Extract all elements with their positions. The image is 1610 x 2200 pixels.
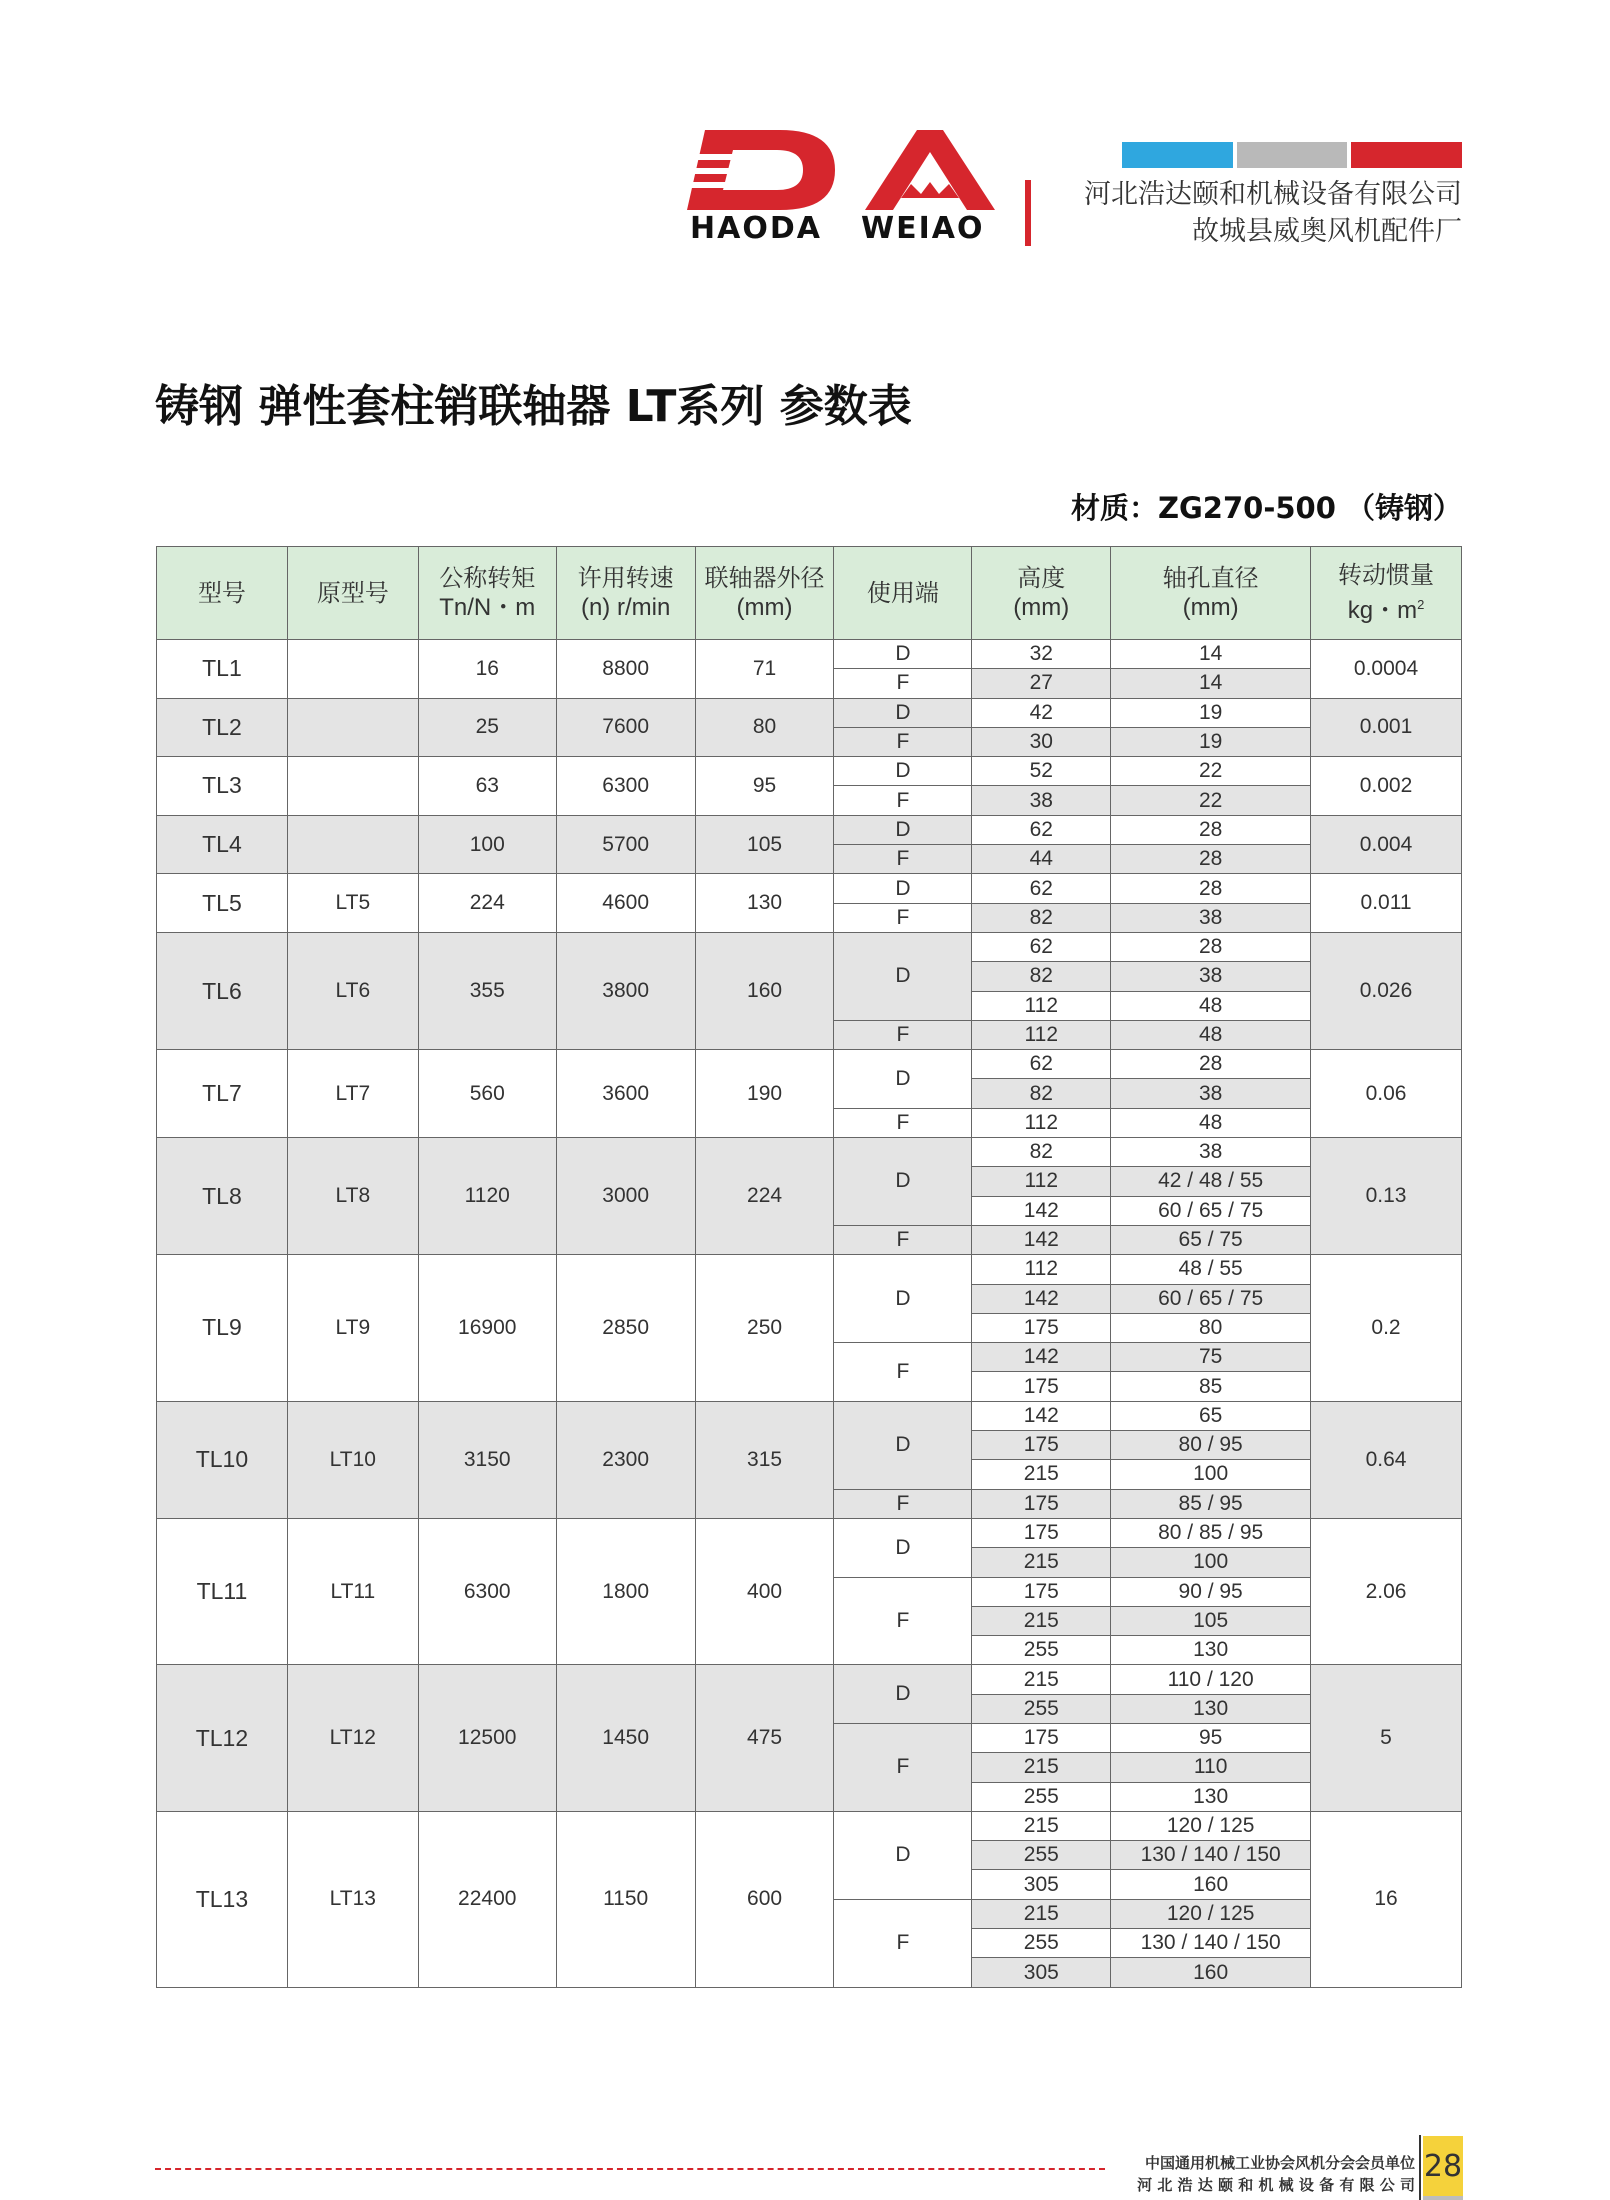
cell-height: 82 (972, 903, 1111, 932)
cell-inertia: 0.06 (1311, 1050, 1462, 1138)
cell-torque: 16900 (418, 1255, 556, 1401)
header-old-model: 原型号 (287, 547, 418, 640)
cell-height: 112 (972, 1020, 1111, 1049)
header-speed: 许用转速 (n) r/min (556, 547, 695, 640)
cell-model: TL8 (157, 1138, 288, 1255)
cell-speed: 3000 (556, 1138, 695, 1255)
cell-bore: 80 (1111, 1313, 1311, 1342)
cell-inertia: 0.002 (1311, 757, 1462, 816)
cell-bore: 60 / 65 / 75 (1111, 1284, 1311, 1313)
header-inertia: 转动惯量 kg・$m^2$ (1311, 547, 1462, 640)
cell-end: F (834, 1225, 972, 1254)
cell-bore: 22 (1111, 757, 1311, 786)
cell-torque: 560 (418, 1050, 556, 1138)
cell-model: TL5 (157, 874, 288, 933)
cell-outer-diameter: 475 (695, 1665, 834, 1811)
cell-bore: 14 (1111, 640, 1311, 669)
cell-height: 175 (972, 1518, 1111, 1547)
cell-bore: 28 (1111, 815, 1311, 844)
cell-old-model: LT12 (287, 1665, 418, 1811)
table-row (157, 640, 1462, 669)
cell-outer-diameter: 224 (695, 1138, 834, 1255)
cell-height: 255 (972, 1841, 1111, 1870)
cell-bore: 120 / 125 (1111, 1811, 1311, 1840)
table-row (157, 1811, 1462, 1840)
cell-inertia: 0.13 (1311, 1138, 1462, 1255)
cell-height: 215 (972, 1606, 1111, 1635)
cell-bore: 130 / 140 / 150 (1111, 1841, 1311, 1870)
cell-torque: 3150 (418, 1401, 556, 1518)
cell-bore: 60 / 65 / 75 (1111, 1196, 1311, 1225)
cell-height: 215 (972, 1460, 1111, 1489)
cell-height: 215 (972, 1811, 1111, 1840)
table-row (157, 1665, 1462, 1694)
cell-model: TL6 (157, 932, 288, 1049)
cell-outer-diameter: 400 (695, 1518, 834, 1664)
cell-bore: 85 / 95 (1111, 1489, 1311, 1518)
cell-old-model: LT10 (287, 1401, 418, 1518)
footer-line-1: 中国通用机械工业协会风机分会会员单位 (1144, 2154, 1415, 2172)
cell-end: F (834, 1108, 972, 1137)
cell-outer-diameter: 95 (695, 757, 834, 816)
cell-height: 112 (972, 1108, 1111, 1137)
cell-bore: 85 (1111, 1372, 1311, 1401)
cell-speed: 8800 (556, 640, 695, 699)
cell-bore: 38 (1111, 1079, 1311, 1108)
cell-old-model: LT5 (287, 874, 418, 933)
cell-height: 255 (972, 1636, 1111, 1665)
cell-bore: 38 (1111, 903, 1311, 932)
cell-end: D (834, 698, 972, 727)
cell-inertia: 0.001 (1311, 698, 1462, 757)
cell-bore: 48 (1111, 1020, 1311, 1049)
table-row (157, 757, 1462, 786)
cell-torque: 355 (418, 932, 556, 1049)
header-bore: 轴孔直径 (mm) (1111, 547, 1311, 640)
cell-torque: 224 (418, 874, 556, 933)
cell-model: TL4 (157, 815, 288, 874)
cell-height: 42 (972, 698, 1111, 727)
cell-height: 215 (972, 1665, 1111, 1694)
cell-torque: 63 (418, 757, 556, 816)
header-height: 高度 (mm) (972, 547, 1111, 640)
cell-height: 32 (972, 640, 1111, 669)
cell-bore: 28 (1111, 874, 1311, 903)
cell-end: D (834, 1518, 972, 1577)
cell-inertia: 0.2 (1311, 1255, 1462, 1401)
cell-end: F (834, 1577, 972, 1665)
cell-inertia: 0.0004 (1311, 640, 1462, 699)
material-label: 材质：ZG270-500 （铸钢） (1070, 491, 1462, 525)
table-row (157, 1401, 1462, 1430)
logo-mark-icon (685, 128, 1000, 213)
cell-height: 62 (972, 874, 1111, 903)
cell-model: TL1 (157, 640, 288, 699)
cell-end: D (834, 640, 972, 669)
footer-line-2: 河 北 浩 达 颐 和 机 械 设 备 有 限 公 司 (1137, 2176, 1415, 2194)
cell-outer-diameter: 190 (695, 1050, 834, 1138)
cell-bore: 38 (1111, 1138, 1311, 1167)
cell-end: F (834, 669, 972, 698)
cell-bore: 100 (1111, 1460, 1311, 1489)
cell-bore: 90 / 95 (1111, 1577, 1311, 1606)
table-body (157, 640, 1462, 1988)
cell-outer-diameter: 130 (695, 874, 834, 933)
cell-inertia: 2.06 (1311, 1518, 1462, 1664)
cell-height: 175 (972, 1372, 1111, 1401)
cell-height: 142 (972, 1225, 1111, 1254)
cell-end: F (834, 1489, 972, 1518)
cell-bore: 130 / 140 / 150 (1111, 1929, 1311, 1958)
cell-old-model (287, 815, 418, 874)
company-line-1: 河北浩达颐和机械设备有限公司 (1084, 179, 1462, 210)
cell-outer-diameter: 250 (695, 1255, 834, 1401)
cell-height: 175 (972, 1431, 1111, 1460)
cell-end: F (834, 845, 972, 874)
cell-height: 27 (972, 669, 1111, 698)
cell-height: 82 (972, 1079, 1111, 1108)
cell-torque: 22400 (418, 1811, 556, 1987)
cell-bore: 130 (1111, 1636, 1311, 1665)
cell-speed: 5700 (556, 815, 695, 874)
cell-old-model (287, 757, 418, 816)
footer-text (1137, 2152, 1415, 2196)
cell-end: F (834, 1899, 972, 1987)
cell-old-model: LT9 (287, 1255, 418, 1401)
cell-bore: 19 (1111, 698, 1311, 727)
cell-end: D (834, 757, 972, 786)
cell-end: F (834, 727, 972, 756)
cell-speed: 7600 (556, 698, 695, 757)
cell-end: D (834, 932, 972, 1020)
cell-height: 82 (972, 1138, 1111, 1167)
cell-height: 175 (972, 1723, 1111, 1752)
header-end: 使用端 (834, 547, 972, 640)
company-name (1084, 176, 1462, 250)
cell-speed: 4600 (556, 874, 695, 933)
red-bar (1351, 142, 1462, 168)
cell-bore: 28 (1111, 932, 1311, 961)
cell-inertia: 16 (1311, 1811, 1462, 1987)
cell-model: TL3 (157, 757, 288, 816)
cell-bore: 48 (1111, 991, 1311, 1020)
cell-old-model: LT6 (287, 932, 418, 1049)
cell-model: TL13 (157, 1811, 288, 1987)
cell-bore: 28 (1111, 845, 1311, 874)
footer-divider (1419, 2135, 1421, 2200)
cell-model: TL10 (157, 1401, 288, 1518)
cell-speed: 3800 (556, 932, 695, 1049)
cell-end: D (834, 1255, 972, 1343)
cell-bore: 38 (1111, 962, 1311, 991)
cell-torque: 16 (418, 640, 556, 699)
cell-height: 215 (972, 1753, 1111, 1782)
cell-bore: 160 (1111, 1958, 1311, 1987)
cell-height: 215 (972, 1899, 1111, 1928)
cell-model: TL12 (157, 1665, 288, 1811)
cell-bore: 48 / 55 (1111, 1255, 1311, 1284)
cell-bore: 100 (1111, 1548, 1311, 1577)
page-number: 28 (1423, 2136, 1463, 2196)
cell-bore: 19 (1111, 727, 1311, 756)
cell-bore: 42 / 48 / 55 (1111, 1167, 1311, 1196)
cell-outer-diameter: 80 (695, 698, 834, 757)
cell-height: 38 (972, 786, 1111, 815)
cell-outer-diameter: 160 (695, 932, 834, 1049)
logo-text-haoda: HAODA (690, 211, 822, 246)
cell-old-model (287, 640, 418, 699)
header-outer-diameter: 联轴器外径 (mm) (695, 547, 834, 640)
logo-text-weiao: WEIAO (861, 211, 985, 246)
header-torque: 公称转矩 Tn/N・m (418, 547, 556, 640)
cell-end: F (834, 1020, 972, 1049)
cell-torque: 6300 (418, 1518, 556, 1664)
cell-end: D (834, 1138, 972, 1226)
cell-height: 62 (972, 815, 1111, 844)
cell-bore: 28 (1111, 1050, 1311, 1079)
cell-height: 215 (972, 1548, 1111, 1577)
cell-outer-diameter: 71 (695, 640, 834, 699)
cell-bore: 110 (1111, 1753, 1311, 1782)
cell-bore: 14 (1111, 669, 1311, 698)
cell-bore: 65 / 75 (1111, 1225, 1311, 1254)
cell-torque: 12500 (418, 1665, 556, 1811)
footer-dashed-line (155, 2168, 1105, 2170)
cell-bore: 80 / 95 (1111, 1431, 1311, 1460)
cell-speed: 1800 (556, 1518, 695, 1664)
table-row (157, 1518, 1462, 1547)
table-header-row (157, 547, 1462, 640)
table-row (157, 932, 1462, 961)
cell-speed: 3600 (556, 1050, 695, 1138)
cell-bore: 130 (1111, 1694, 1311, 1723)
cell-height: 62 (972, 932, 1111, 961)
cell-speed: 2850 (556, 1255, 695, 1401)
cell-height: 142 (972, 1284, 1111, 1313)
cell-height: 142 (972, 1343, 1111, 1372)
cell-inertia: 0.026 (1311, 932, 1462, 1049)
cell-end: F (834, 786, 972, 815)
cell-speed: 1450 (556, 1665, 695, 1811)
cell-model: TL7 (157, 1050, 288, 1138)
cell-height: 175 (972, 1313, 1111, 1342)
cell-inertia: 0.004 (1311, 815, 1462, 874)
cell-bore: 80 / 85 / 95 (1111, 1518, 1311, 1547)
cell-old-model (287, 698, 418, 757)
cell-outer-diameter: 105 (695, 815, 834, 874)
cell-bore: 120 / 125 (1111, 1899, 1311, 1928)
cell-model: TL9 (157, 1255, 288, 1401)
page-title: 铸钢 弹性套柱销联轴器 LT系列 参数表 (155, 381, 912, 432)
company-line-2: 故城县威奥风机配件厂 (1192, 216, 1462, 247)
parameter-table (156, 546, 1462, 1988)
cell-speed: 6300 (556, 757, 695, 816)
cell-height: 142 (972, 1196, 1111, 1225)
table-row (157, 698, 1462, 727)
cell-height: 112 (972, 991, 1111, 1020)
table-row (157, 815, 1462, 844)
gray-bar (1237, 142, 1348, 168)
cell-end: F (834, 903, 972, 932)
cell-speed: 1150 (556, 1811, 695, 1987)
cell-end: D (834, 874, 972, 903)
cell-bore: 105 (1111, 1606, 1311, 1635)
cell-bore: 110 / 120 (1111, 1665, 1311, 1694)
cell-bore: 65 (1111, 1401, 1311, 1430)
cell-bore: 48 (1111, 1108, 1311, 1137)
cell-height: 255 (972, 1694, 1111, 1723)
cell-bore: 95 (1111, 1723, 1311, 1752)
cell-end: D (834, 1050, 972, 1109)
cell-height: 305 (972, 1958, 1111, 1987)
cell-height: 44 (972, 845, 1111, 874)
cell-torque: 25 (418, 698, 556, 757)
table-row (157, 1138, 1462, 1167)
cell-height: 305 (972, 1870, 1111, 1899)
table-row (157, 1050, 1462, 1079)
cell-old-model: LT7 (287, 1050, 418, 1138)
cell-old-model: LT8 (287, 1138, 418, 1255)
cell-height: 112 (972, 1255, 1111, 1284)
cell-torque: 100 (418, 815, 556, 874)
header-divider (1025, 180, 1031, 246)
cell-inertia: 5 (1311, 1665, 1462, 1811)
cell-height: 255 (972, 1929, 1111, 1958)
cell-bore: 22 (1111, 786, 1311, 815)
cell-bore: 75 (1111, 1343, 1311, 1372)
cell-height: 30 (972, 727, 1111, 756)
cell-height: 255 (972, 1782, 1111, 1811)
table-row (157, 874, 1462, 903)
cell-outer-diameter: 600 (695, 1811, 834, 1987)
cell-end: F (834, 1343, 972, 1402)
cell-outer-diameter: 315 (695, 1401, 834, 1518)
cell-height: 82 (972, 962, 1111, 991)
cell-bore: 130 (1111, 1782, 1311, 1811)
table-row (157, 1255, 1462, 1284)
cell-height: 175 (972, 1577, 1111, 1606)
cell-model: TL11 (157, 1518, 288, 1664)
cell-speed: 2300 (556, 1401, 695, 1518)
cell-inertia: 0.64 (1311, 1401, 1462, 1518)
cell-end: D (834, 1665, 972, 1724)
cell-old-model: LT11 (287, 1518, 418, 1664)
blue-bar (1122, 142, 1233, 168)
header-model: 型号 (157, 547, 288, 640)
cell-end: D (834, 1811, 972, 1899)
cell-bore: 160 (1111, 1870, 1311, 1899)
header-color-bars (1122, 142, 1462, 168)
cell-torque: 1120 (418, 1138, 556, 1255)
cell-end: F (834, 1723, 972, 1811)
cell-inertia: 0.011 (1311, 874, 1462, 933)
cell-model: TL2 (157, 698, 288, 757)
cell-end: D (834, 815, 972, 844)
company-logo (685, 128, 1000, 246)
cell-old-model: LT13 (287, 1811, 418, 1987)
cell-height: 142 (972, 1401, 1111, 1430)
cell-height: 62 (972, 1050, 1111, 1079)
cell-height: 112 (972, 1167, 1111, 1196)
cell-height: 175 (972, 1489, 1111, 1518)
cell-end: D (834, 1401, 972, 1489)
cell-height: 52 (972, 757, 1111, 786)
